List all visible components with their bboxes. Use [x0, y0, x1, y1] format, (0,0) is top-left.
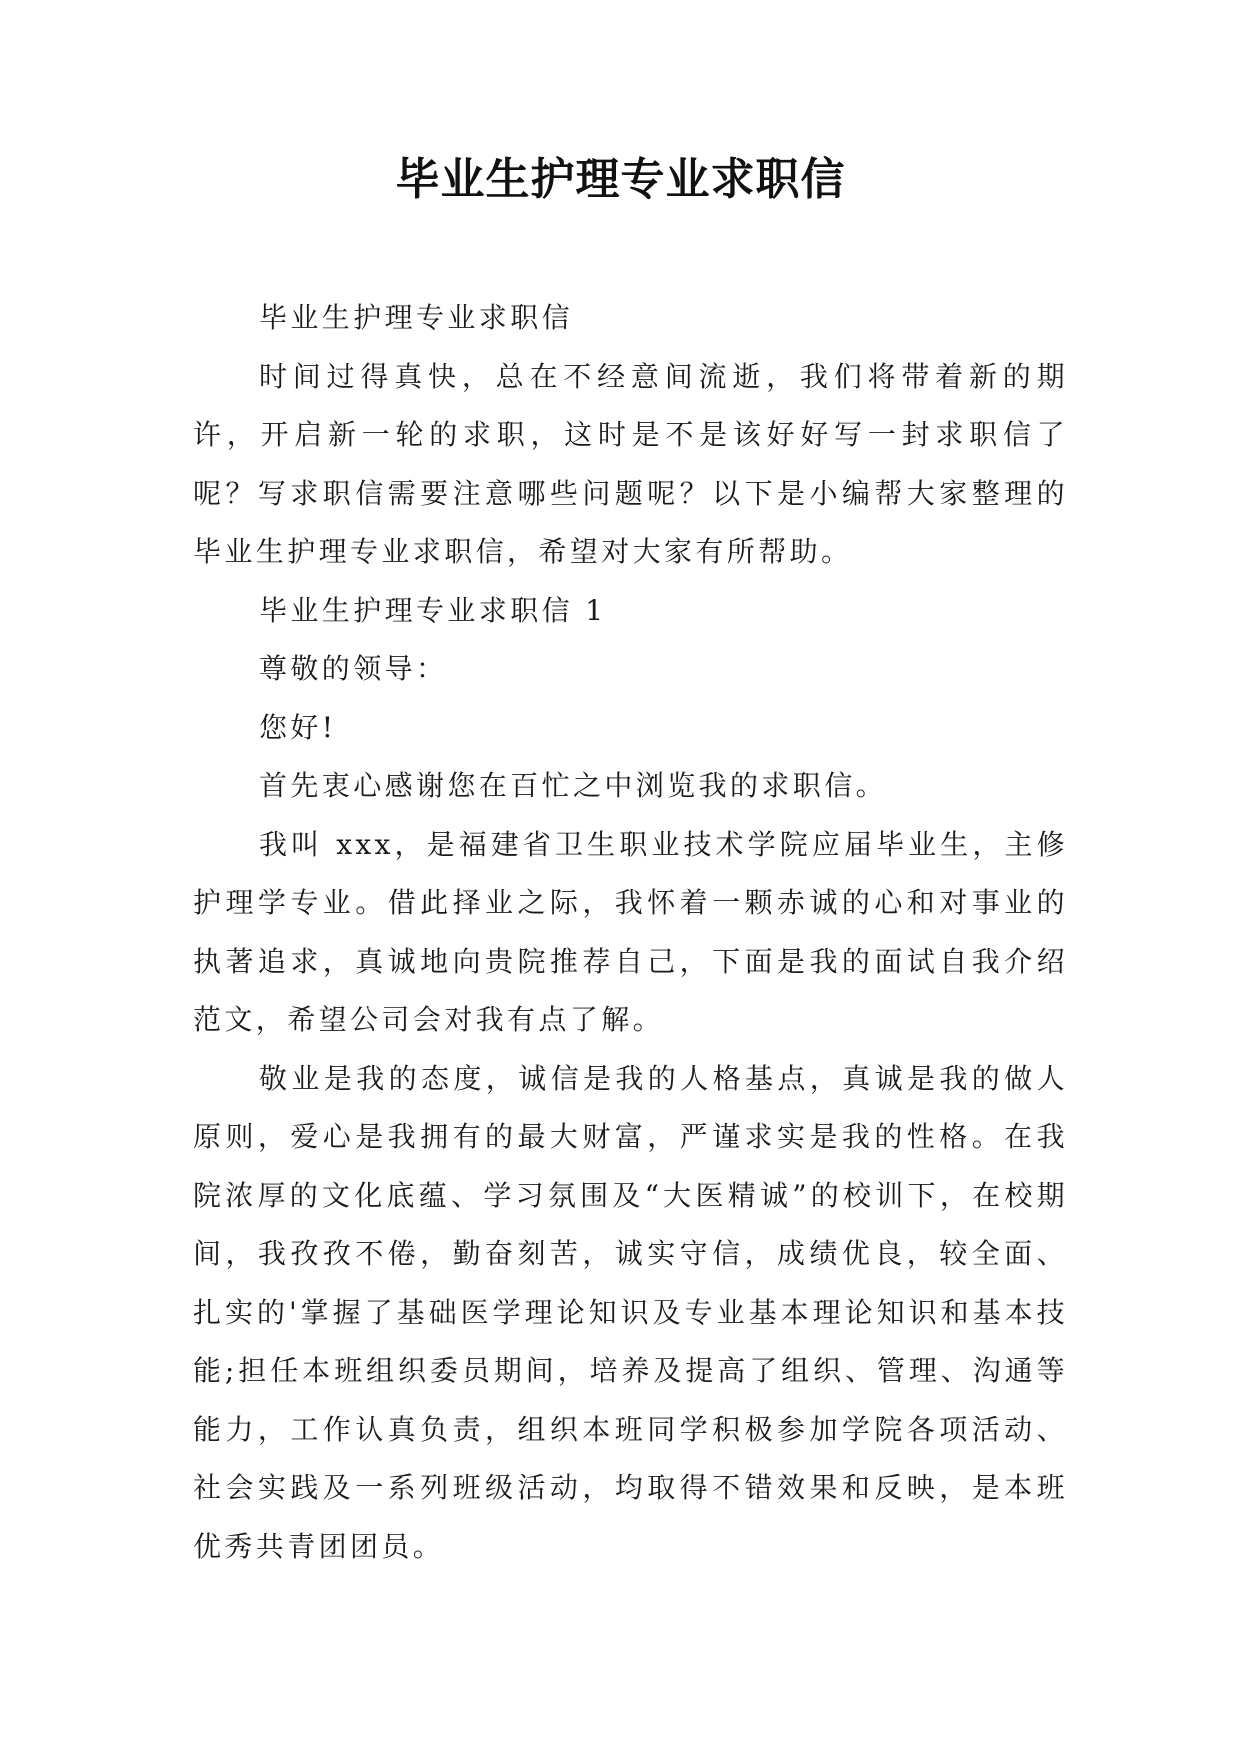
thanks-paragraph: 首先衷心感谢您在百忙之中浏览我的求职信。 [259, 769, 888, 802]
intro-paragraph: 时间过得真快，总在不经意间流逝，我们将带着新的期许，开启新一轮的求职，这时是不是该好好写一封求职信了呢？写求职信需要注意哪些问题呢？以下是小编帮大家整理的毕业生护理专业求职信，希望对大家有所帮助。 [193, 359, 1068, 568]
self-intro-paragraph: 我叫 xxx，是福建省卫生职业技术学院应届毕业生，主修护理学专业。借此择业之际，我怀着一颗赤诚的心和对事业的执著追求，真诚地向贵院推荐自己，下面是我的面试自我介绍范文，希望公司会对我有点了解。 [193, 827, 1068, 1036]
document-body [193, 289, 1068, 1576]
letter-heading: 毕业生护理专业求职信 1 [259, 593, 607, 627]
character-paragraph: 敬业是我的态度，诚信是我的人格基点，真诚是我的做人原则，爱心是我拥有的最大财富，严谨求实是我的性格。在我院浓厚的文化底蕴、学习氛围及“大医精诚”的校训下，在校期间，我孜孜不倦，勤奋刻苦，诚实守信，成绩优良，较全面、扎实的'掌握了基础医学理论知识及专业基本理论知识和基本技能;担任本班组织委员期间，培养及提高了组织、管理、沟通等能力，工作认真负责，组织本班同学积极参加学院各项活动、社会实践及一系列班级活动，均取得不错效果和反映，是本班优秀共青团团员。 [193, 1061, 1068, 1563]
subtitle-paragraph: 毕业生护理专业求职信 [259, 301, 574, 334]
document-title: 毕业生护理专业求职信 [395, 154, 846, 205]
salutation: 尊敬的领导： [259, 652, 448, 685]
greeting: 您好! [259, 710, 337, 744]
